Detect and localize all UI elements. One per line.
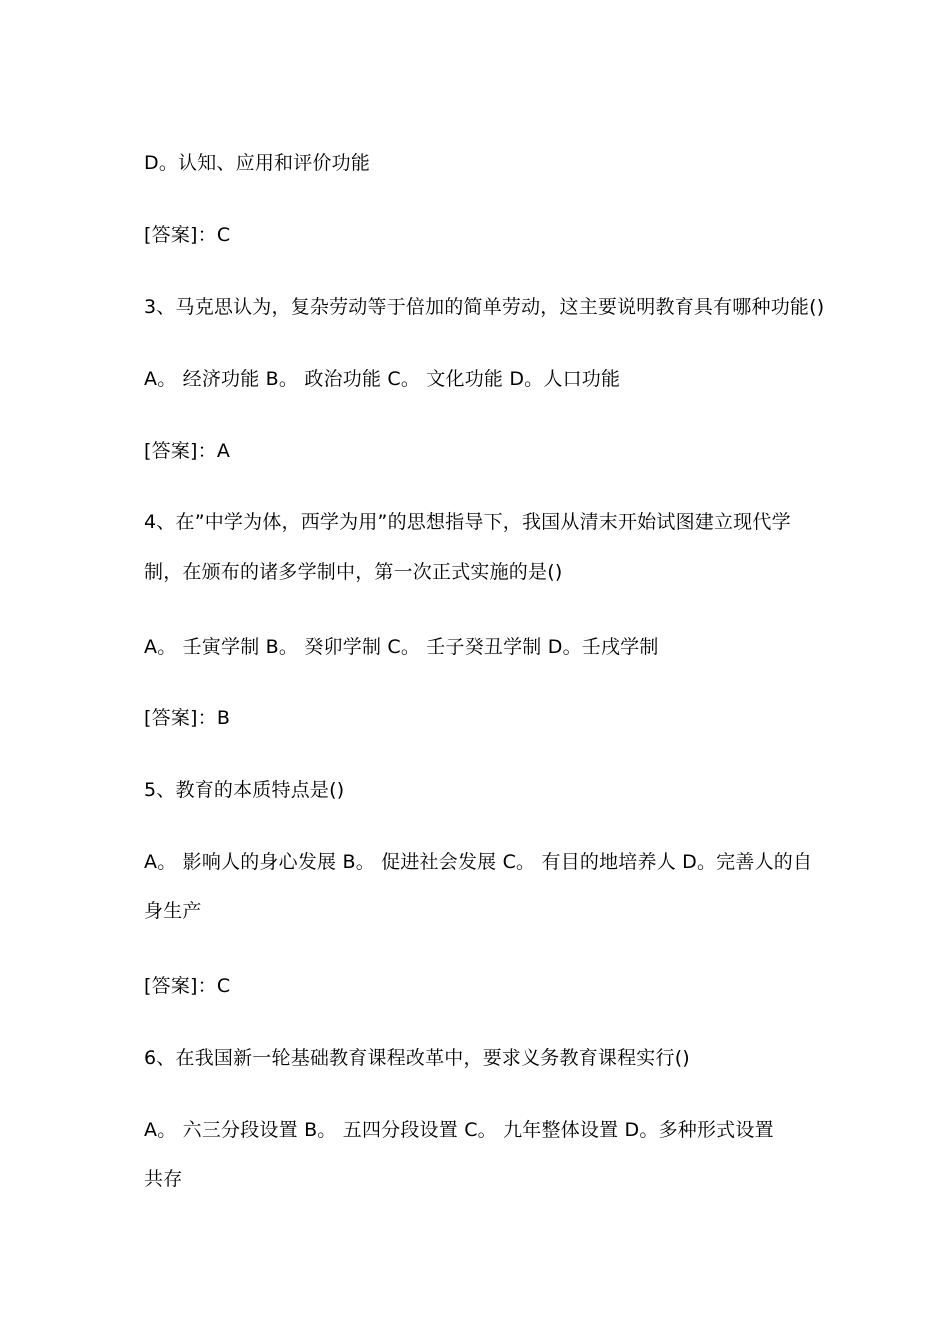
answer-line-q4: [答案]：B: [144, 707, 231, 729]
option-line-q2-d: D。认知、应用和评价功能: [144, 152, 371, 174]
options-line-q5-part2: 身生产: [144, 900, 202, 922]
answer-line-q3: [答案]：A: [144, 440, 231, 462]
question-line-q5: 5、教育的本质特点是(): [144, 779, 345, 801]
question-line-q4-part2: 制，在颁布的诸多学制中，第一次正式实施的是(): [144, 561, 563, 583]
question-line-q4-part1: 4、在”中学为体，西学为用”的思想指导下，我国从清末开始试图建立现代学: [144, 511, 791, 533]
options-line-q6-part2: 共存: [144, 1168, 183, 1190]
answer-line-q2: [答案]：C: [144, 224, 231, 246]
question-line-q6: 6、在我国新一轮基础教育课程改革中，要求义务教育课程实行(): [144, 1047, 690, 1069]
options-line-q3: A。 经济功能 B。 政治功能 C。 文化功能 D。人口功能: [144, 368, 621, 390]
options-line-q5-part1: A。 影响人的身心发展 B。 促进社会发展 C。 有目的地培养人 D。完善人的自: [144, 851, 813, 873]
options-line-q4: A。 壬寅学制 B。 癸卯学制 C。 壬子癸丑学制 D。壬戌学制: [144, 636, 659, 658]
question-line-q3: 3、马克思认为，复杂劳动等于倍加的简单劳动，这主要说明教育具有哪种功能(): [144, 296, 825, 318]
options-line-q6-part1: A。 六三分段设置 B。 五四分段设置 C。 九年整体设置 D。多种形式设置: [144, 1119, 774, 1141]
answer-line-q5: [答案]：C: [144, 975, 231, 997]
